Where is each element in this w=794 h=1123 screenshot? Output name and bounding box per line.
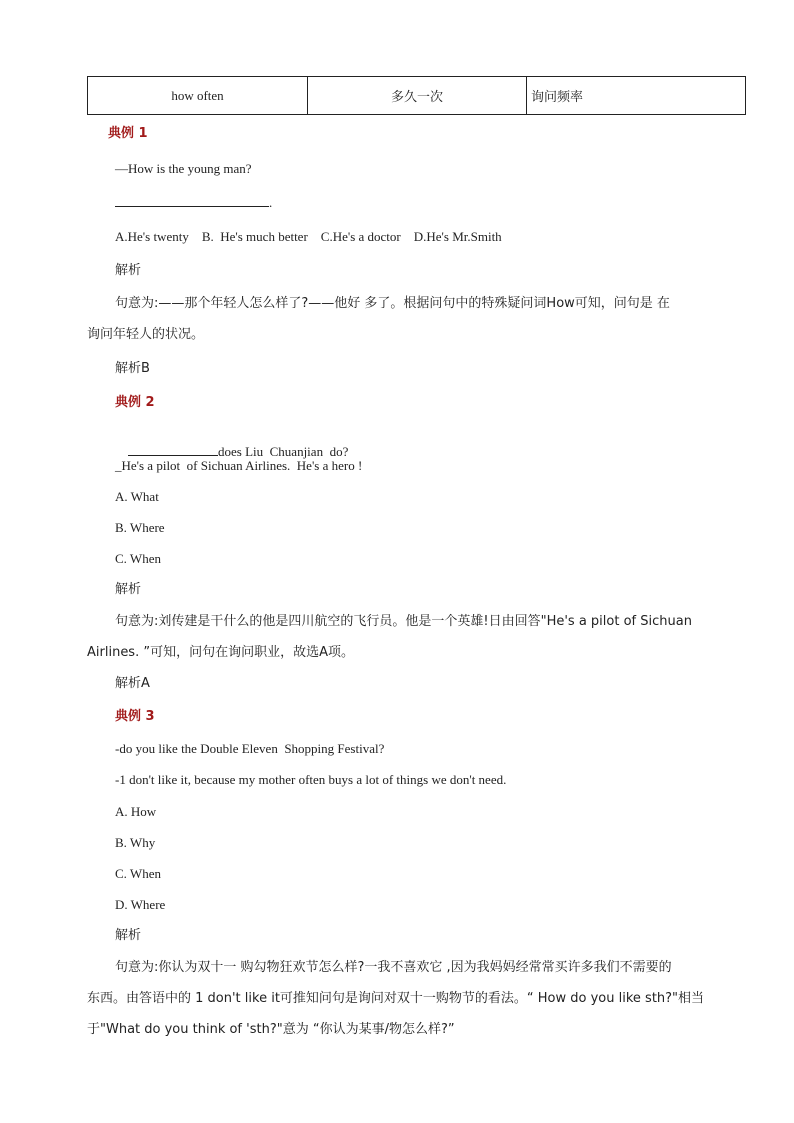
example-3-option-d: D. Where xyxy=(115,897,166,912)
vocab-table xyxy=(87,76,746,115)
analysis-line: 东西。由答语中的 1 don't like it可推知问句是询问对双十一购物节的看法。“ How do you like sth?"相当 xyxy=(87,991,705,1006)
table-cell-usage: 询问频率 xyxy=(527,77,746,115)
analysis-line: 句意为:你认为双十一 购勾物狂欢节怎么样?一我不喜欢它 ,因为我妈妈经常常买许多我们不需要的 xyxy=(115,960,672,975)
question-text: does Liu Chuanjian do? xyxy=(218,444,349,459)
example-1-analysis xyxy=(87,288,707,350)
example-2-response: _He's a pilot of Sichuan Airlines. He's a hero ! xyxy=(115,458,363,473)
analysis-line: Airlines. ”可知，问句在询问职业，故选A项。 xyxy=(87,645,354,660)
example-3-response: -1 don't like it, because my mother often buys a lot of things we don't need. xyxy=(115,772,507,787)
analysis-line: 于"What do you think of 'sth?"意为 “你认为某事/物怎么样?” xyxy=(87,1022,455,1037)
example-1-heading: 典例 1 xyxy=(108,126,148,141)
example-3-question: -do you like the Double Eleven Shopping Festival? xyxy=(115,741,385,756)
example-3-analysis-label: 解析 xyxy=(115,928,142,943)
example-1-answer: 解析B xyxy=(115,361,150,376)
answer-blank-line xyxy=(115,194,269,207)
example-3-option-c: C. When xyxy=(115,866,161,881)
answer-blank-line xyxy=(128,443,218,456)
example-3-heading: 典例 3 xyxy=(115,709,155,724)
example-2-analysis-label: 解析 xyxy=(115,582,142,597)
example-2-heading: 典例 2 xyxy=(115,395,155,410)
example-3-option-a: A. How xyxy=(115,804,157,819)
example-1-options: A.He's twenty B. He's much better C.He's a doctor D.He's Mr.Smith xyxy=(115,229,502,244)
example-3-option-b: B. Why xyxy=(115,835,156,850)
analysis-line: 句意为:——那个年轻人怎么样了?——他好 多了。根据问句中的特殊疑问词How可知，问句是 在 xyxy=(115,296,670,311)
example-1-question: —How is the young man? xyxy=(115,161,252,176)
example-2-option-a: A. What xyxy=(115,489,159,504)
table-row xyxy=(88,77,746,115)
blank-end-punctuation: . xyxy=(269,195,273,210)
example-2-option-b: B. Where xyxy=(115,520,165,535)
example-3-analysis xyxy=(87,952,717,1045)
example-2-answer: 解析A xyxy=(115,676,150,691)
example-2-analysis xyxy=(87,606,717,668)
example-1-answer-blank xyxy=(115,194,272,212)
analysis-line: 询问年轻人的状况。 xyxy=(87,327,205,342)
table-cell-meaning: 多久一次 xyxy=(308,77,527,115)
example-1-analysis-label: 解析 xyxy=(115,263,142,278)
example-2-option-c: C. When xyxy=(115,551,161,566)
table-cell-phrase: how often xyxy=(88,77,308,115)
analysis-line: 句意为:刘传建是干什么的他是四川航空的飞行员。他是一个英雄!日由回答"He's a pilot of Sichuan xyxy=(115,614,692,629)
